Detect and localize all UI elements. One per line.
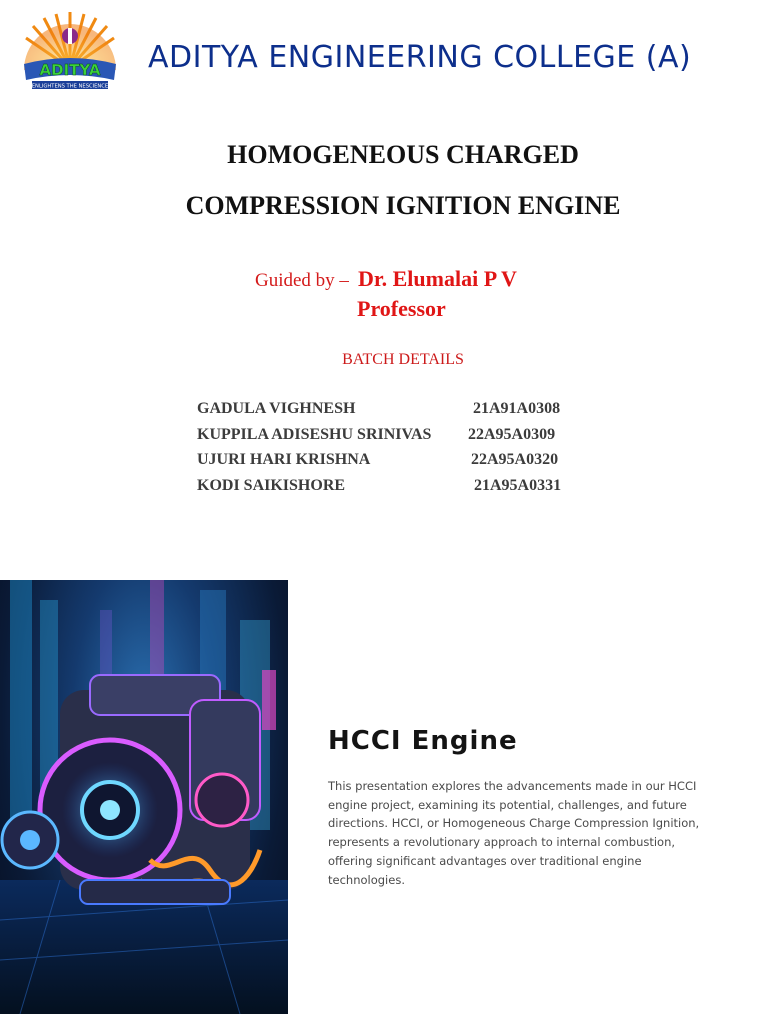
member-name: UJURI HARI KRISHNA <box>197 451 371 468</box>
logo-text: ADITYA <box>39 61 101 79</box>
batch-member-row <box>197 400 617 426</box>
engine-illustration <box>0 580 288 1014</box>
hcci-heading: HCCI Engine <box>328 726 518 756</box>
page-title-line-2: COMPRESSION IGNITION ENGINE <box>185 191 621 220</box>
member-name: GADULA VIGHNESH <box>197 400 356 417</box>
page-title-line-1: HOMOGENEOUS CHARGED <box>227 140 579 169</box>
guide-role: Professor <box>357 296 446 321</box>
hcci-description: This presentation explores the advancements made in our HCCI engine project, examining its potential, challenges, and future directions. HCCI, or Homogeneous Charge Compression Ignition, represents a revolutionary approach to internal combustion, offering significant advantages over traditional engine technologies. <box>328 779 700 887</box>
member-roll-number: 22A95A0320 <box>471 451 559 468</box>
batch-details-heading: BATCH DETAILS <box>342 351 464 368</box>
batch-member-list <box>197 400 617 502</box>
batch-member-row <box>197 426 617 452</box>
college-logo <box>18 8 122 92</box>
member-name: KUPPILA ADISESHU SRINIVAS <box>197 425 432 443</box>
batch-member-row <box>197 477 617 503</box>
batch-member-row <box>197 451 617 477</box>
member-roll-number: 22A95A0309 <box>468 425 556 443</box>
member-roll-number: 21A91A0308 <box>473 400 561 417</box>
member-roll-number: 21A95A0331 <box>474 476 562 494</box>
guide-name: Dr. Elumalai P V <box>358 266 517 291</box>
college-name: ADITYA ENGINEERING COLLEGE (A) <box>148 40 692 75</box>
logo-tagline: ENLIGHTENS THE NESCIENCE <box>31 83 109 90</box>
guided-by-label: Guided by – <box>255 270 349 291</box>
member-name: KODI SAIKISHORE <box>197 476 346 494</box>
